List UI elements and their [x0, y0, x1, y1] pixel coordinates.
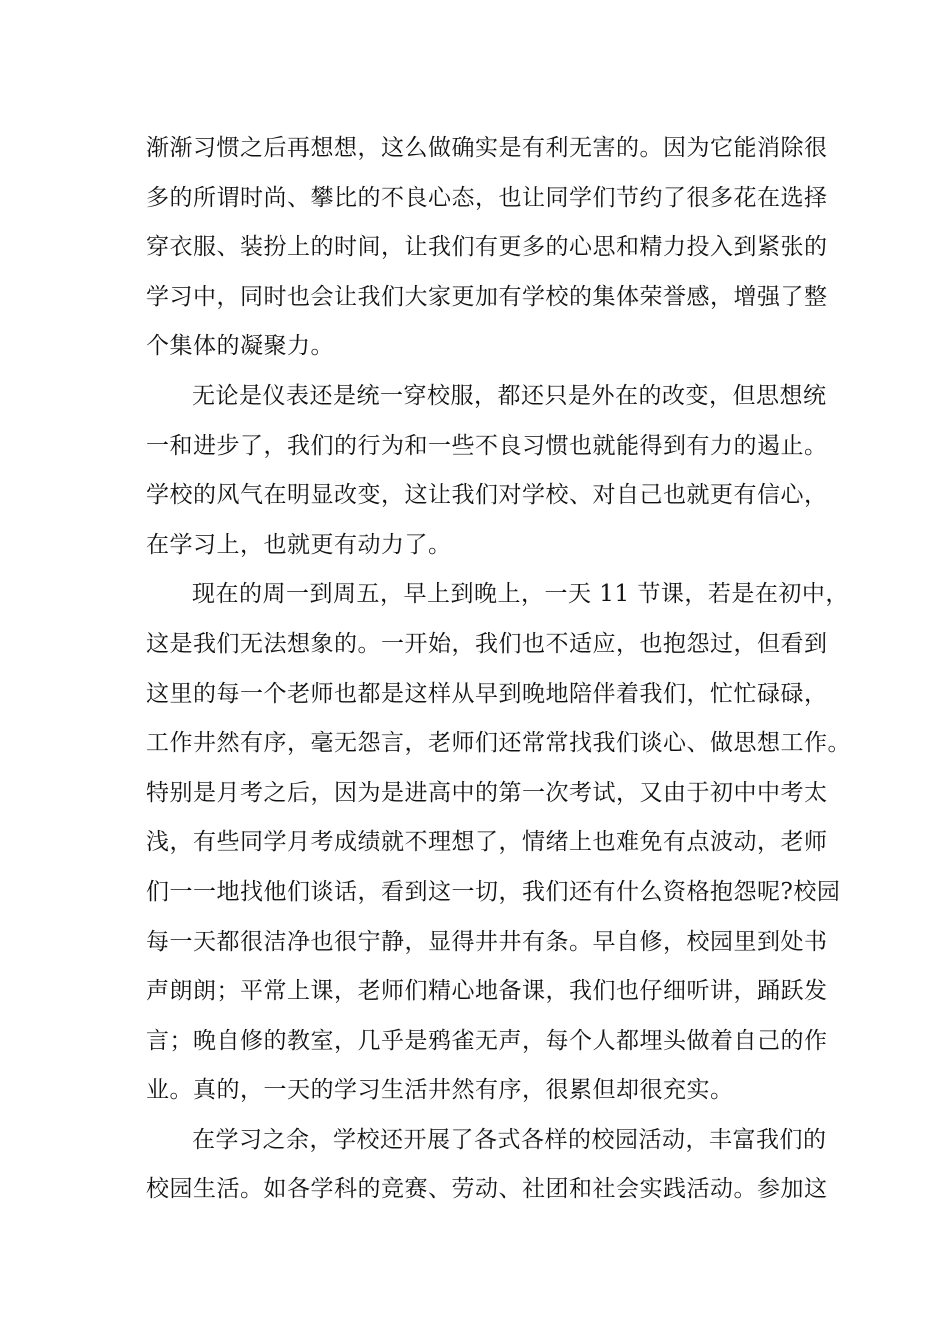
text-line: 现在的周一到周五，早上到晚上，一天 11 节课，若是在初中，: [192, 581, 849, 608]
text-line: 这是我们无法想象的。一开始，我们也不适应，也抱怨过，但看到: [146, 630, 828, 657]
text-line: 这里的每一个老师也都是这样从早到晚地陪伴着我们，忙忙碌碌，: [146, 680, 828, 707]
text-line: 学习中，同时也会让我们大家更加有学校的集体荣誉感，增强了整: [146, 283, 828, 310]
document-body: [146, 124, 851, 1215]
text-line: 多的所谓时尚、攀比的不良心态，也让同学们节约了很多花在选择: [146, 184, 828, 211]
text-line: 言；晚自修的教室，几乎是鸦雀无声，每个人都埋头做着自己的作: [146, 1027, 828, 1054]
paragraph: [146, 570, 851, 1116]
text-line: 无论是仪表还是统一穿校服，都还只是外在的改变，但思想统: [192, 382, 827, 409]
text-line: 穿衣服、装扮上的时间，让我们有更多的心思和精力投入到紧张的: [146, 234, 828, 261]
text-line: 们一一地找他们谈话，看到这一切，我们还有什么资格抱怨呢?校园: [146, 878, 841, 905]
text-line: 校园生活。如各学科的竞赛、劳动、社团和社会实践活动。参加这: [146, 1176, 828, 1203]
text-line: 特别是月考之后，因为是进高中的第一次考试，又由于初中中考太: [146, 779, 828, 806]
text-line: 渐渐习惯之后再想想，这么做确实是有利无害的。因为它能消除很: [146, 135, 828, 161]
text-line: 每一天都很洁净也很宁静，显得井井有条。早自修，校园里到处书: [146, 928, 828, 955]
text-line: 声朗朗；平常上课，老师们精心地备课，我们也仔细听讲，踊跃发: [146, 978, 828, 1005]
text-line: 学校的风气在明显改变，这让我们对学校、对自己也就更有信心，: [146, 482, 828, 509]
text-line: 在学习之余，学校还开展了各式各样的校园活动，丰富我们的: [192, 1126, 827, 1153]
text-line: 在学习上，也就更有动力了。: [146, 531, 452, 558]
text-line: 浅，有些同学月考成绩就不理想了，情绪上也难免有点波动，老师: [146, 829, 828, 856]
text-line: 一和进步了，我们的行为和一些不良习惯也就能得到有力的遏止。: [146, 432, 828, 459]
paragraph: [146, 372, 826, 570]
paragraph: [146, 1116, 826, 1215]
text-line: 业。真的，一天的学习生活井然有序，很累但却很充实。: [146, 1077, 734, 1104]
text-line: 工作井然有序，毫无怨言，老师们还常常找我们谈心、做思想工作。: [146, 730, 851, 757]
text-line: 个集体的凝聚力。: [146, 333, 334, 360]
paragraph: [146, 124, 826, 372]
